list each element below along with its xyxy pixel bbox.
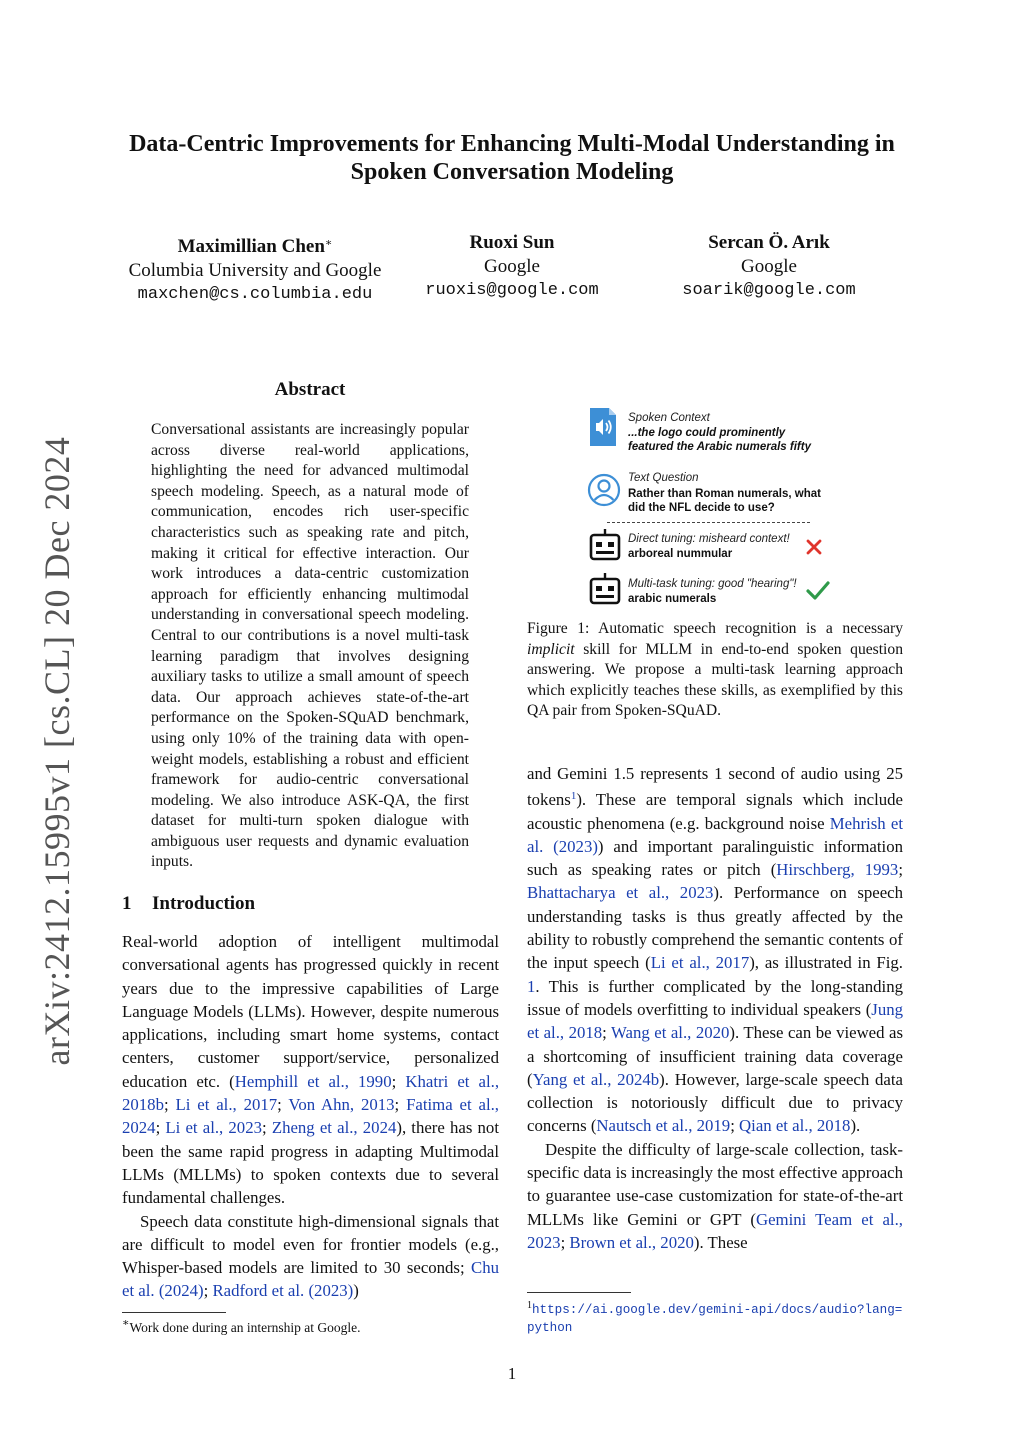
direct-tuning-answer: arboreal nummular (628, 548, 733, 560)
author-mark: ∗ (324, 237, 333, 249)
citation-link[interactable]: Li et al., 2023 (165, 1118, 262, 1138)
figure-ref[interactable]: 1 (527, 976, 536, 996)
citation-link[interactable]: Gemini Team et al., 2023 (527, 1209, 903, 1252)
author-name: Ruoxi Sun (469, 232, 555, 253)
text-question-label: Text Question (628, 472, 699, 484)
paper-title-line2: Spoken Conversation Modeling (350, 159, 674, 185)
author-block-1 (110, 231, 400, 307)
citation-link[interactable]: Wang et al., 2020 (611, 1023, 730, 1043)
section-heading (122, 893, 255, 915)
author-block-3 (659, 231, 879, 303)
section-number: 1 (122, 893, 132, 914)
col2-paragraph-1: and Gemini 1.5 represents 1 second of audio using 25 tokens$^1$). These are temporal signals which include acoustic phenomena (e.g. background noise Mehrish et al. (2023)) and important paralinguistic information such as speaking rates or pitch (Hirschberg, 1993; Bhattacharya et al., 2023). Performance on speech understanding tasks is thus greatly affected by the ability to robustly comprehend the semantic contents of the input speech (Li et al., 2017), as illustrated in Fig. 1. This is further complicated by the long-standing issue of models overfitting to individual speakers (Jung et al., 2018; Wang et al., 2020). These can be viewed as a shortcoming of insufficient training data coverage (Yang et al., 2024b). However, large-scale speech data collection is notoriously difficult due to privacy concerns (Nautsch et al., 2019; Qian et al., 2018). (527, 764, 903, 1136)
cross-icon (805, 538, 823, 556)
citation-link[interactable]: Fatima et al., 2024 (122, 1095, 500, 1138)
author-email[interactable]: maxchen@cs.columbia.edu (137, 285, 373, 304)
abstract-heading: Abstract (274, 379, 346, 400)
intro-paragraph-1: Real-world adoption of intelligent multimodal conversational agents has progressed quickly in recent years due to the impressive capabilities of Large Language Models (LLMs). However, despite numerous applications, including smart home systems, contact centers, customer support/service, personalized education etc. (Hemphill et al., 1990; Khatri et al., 2018b; Li et al., 2017; Von Ahn, 2013; Fatima et al., 2024; Li et al., 2023; Zheng et al., 2024), there has not been the same rapid progress in adapting Multimodal LLMs (MLLMs) to spoken contexts due to several fundamental challenges. (122, 932, 500, 1208)
spoken-context-line1: ...the logo could prominently (628, 427, 786, 439)
col2-paragraph-2: Despite the difficulty of large-scale collection, task-specific data is increasingly the most effective approach to guarantee use-case customization for state-of-the-art MLLMs like Gemini or GPT (Gemini Team et al., 2023; Brown et al., 2020). These (527, 1139, 903, 1252)
author-affiliation: Columbia University and Google (128, 260, 382, 281)
footnote-1: ∗Work done during an internship at Google. (122, 1317, 361, 1335)
robot-icon (588, 571, 622, 607)
figure-divider (607, 522, 810, 523)
citation-link[interactable]: Li et al., 2017 (175, 1095, 278, 1115)
direct-tuning-label: Direct tuning: misheard context! (628, 533, 790, 545)
author-email[interactable]: ruoxis@google.com (425, 281, 599, 300)
citation-link[interactable]: Von Ahn, 2013 (288, 1095, 395, 1115)
check-icon (806, 580, 830, 602)
citation-link[interactable]: Khatri et al., 2018b (122, 1071, 500, 1115)
citation-link[interactable]: Hirschberg, 1993 (776, 860, 899, 880)
author-affiliation: Google (741, 256, 797, 277)
citation-link[interactable]: Chu et al. (2024) (122, 1258, 499, 1301)
abstract-text: Conversational assistants are increasingly popular across diverse real-world applications, highlighting the need for advanced multimodal speech modeling. Speech, as a natural mode of communication, encodes rich user-specific characteristics such as speaking rate and pitch, making it critical for effective interaction. Our work introduces a data-centric customization approach for efficiently enhancing multimodal understanding in conversational speech modeling. Central to our contributions is a novel multi-task learning paradigm that involves designing auxiliary tasks to utilize a small amount of speech data. Our approach achieves state-of-the-art performance on the Spoken-SQuAD benchmark, using only 10% of the training data with open-weight models, establishing a robust and efficient framework for audio-centric conversational modeling. We also introduce ASK-QA, the first dataset for multi-turn spoken dialogue with ambiguous user requests and dynamic evaluation inputs. (151, 421, 469, 871)
author-email[interactable]: soarik@google.com (682, 281, 856, 300)
author-name: Sercan Ö. Arık (708, 232, 830, 253)
citation-link[interactable]: Nautsch et al., 2019 (596, 1116, 731, 1136)
citation-link[interactable]: Yang et al., 2024b (532, 1069, 660, 1089)
figure-caption: Figure 1: Automatic speech recognition is a necessary implicit skill for MLLM in end-to-end spoken question answering. We propose a multi-task learning approach which explicitly teaches these skills, as exemplified by this QA pair from Spoken-SQuAD. (527, 620, 903, 720)
author-name: Maximillian Chen (177, 236, 325, 257)
footnote-2: $^1$https://ai.google.dev/gemini-api/docs/audio?lang=python (527, 1300, 903, 1335)
multitask-tuning-answer: arabic numerals (628, 593, 717, 605)
audio-file-icon (588, 406, 618, 448)
footnote-ref[interactable]: 1 (570, 790, 577, 803)
section-title: Introduction (152, 893, 256, 914)
citation-link[interactable]: Mehrish et al. (2023) (527, 813, 903, 856)
spoken-context-line2: featured the Arabic numerals fifty (628, 441, 811, 453)
paper-title (100, 130, 924, 186)
page-number: 1 (507, 1364, 517, 1383)
arxiv-stamp: arXiv:2412.15995v1 [cs.CL] 20 Dec 2024 (37, 436, 77, 1066)
user-icon (587, 473, 621, 507)
intro-column-left (122, 930, 499, 1303)
text-question-line1: Rather than Roman numerals, what (628, 488, 821, 500)
intro-column-right (527, 762, 903, 1254)
citation-link[interactable]: Zheng et al., 2024 (271, 1118, 397, 1138)
intro-paragraph-2: Speech data constitute high-dimensional signals that are difficult to model even for frontier models (e.g., Whisper-based models are limited to 30 seconds; Chu et al. (2024); Radford et al. (2023)) (122, 1211, 499, 1301)
author-block-2 (412, 231, 612, 303)
citation-link[interactable]: Jung et al., 2018 (527, 999, 903, 1043)
citation-link[interactable]: Bhattacharya et al., 2023 (527, 883, 714, 903)
robot-icon (588, 527, 622, 563)
citation-link[interactable]: Li et al., 2017 (650, 953, 750, 973)
footnote-rule (527, 1292, 631, 1293)
author-affiliation: Google (484, 256, 540, 277)
citation-link[interactable]: Radford et al. (2023) (212, 1281, 354, 1301)
footnote-rule (122, 1312, 226, 1313)
text-question-line2: did the NFL decide to use? (628, 502, 775, 514)
multitask-tuning-label: Multi-task tuning: good "hearing"! (628, 578, 797, 590)
spoken-context-label: Spoken Context (628, 412, 710, 424)
citation-link[interactable]: Brown et al., 2020 (569, 1232, 694, 1252)
citation-link[interactable]: Hemphill et al., 1990 (234, 1071, 392, 1091)
citation-link[interactable]: Qian et al., 2018 (739, 1116, 851, 1136)
footnote-url-link[interactable]: https://ai.google.dev/gemini-api/docs/audio?lang=python (527, 1303, 903, 1335)
paper-title-line1: Data-Centric Improvements for Enhancing Multi-Modal Understanding in (129, 131, 895, 157)
